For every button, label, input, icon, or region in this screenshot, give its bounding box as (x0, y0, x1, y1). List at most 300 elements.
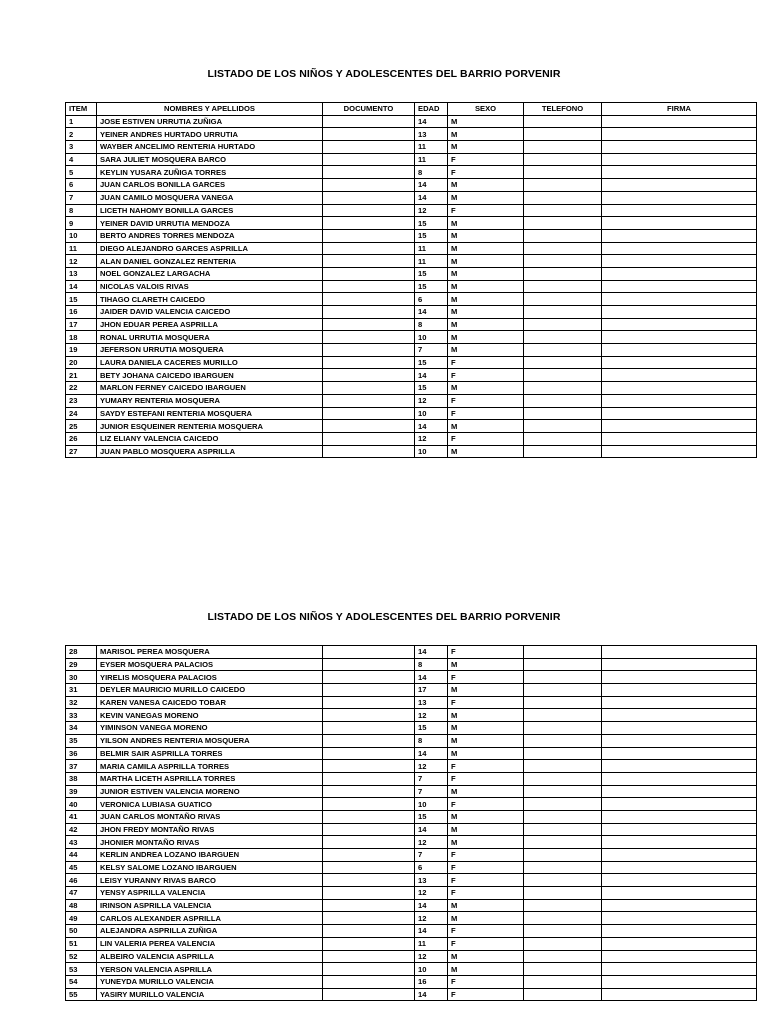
cell-signature (602, 369, 757, 382)
cell-document (323, 153, 415, 166)
cell-name: YUNEYDA MURILLO VALENCIA (97, 975, 323, 988)
cell-phone (524, 937, 602, 950)
cell-name: YIMINSON VANEGA MORENO (97, 722, 323, 735)
cell-phone (524, 306, 602, 319)
cell-name: LIN VALERIA PEREA VALENCIA (97, 937, 323, 950)
cell-item: 40 (66, 798, 97, 811)
cell-name: LICETH NAHOMY BONILLA GARCES (97, 204, 323, 217)
cell-signature (602, 255, 757, 268)
table-row (66, 432, 757, 445)
cell-phone (524, 255, 602, 268)
header-age: EDAD (415, 103, 448, 116)
table-row (66, 331, 757, 344)
cell-age: 15 (415, 229, 448, 242)
cell-signature (602, 912, 757, 925)
cell-item: 49 (66, 912, 97, 925)
cell-sex: M (448, 293, 524, 306)
cell-signature (602, 887, 757, 900)
cell-phone (524, 988, 602, 1001)
cell-age: 14 (415, 191, 448, 204)
cell-signature (602, 747, 757, 760)
cell-phone (524, 293, 602, 306)
cell-name: YENSY ASPRILLA VALENCIA (97, 887, 323, 900)
cell-age: 14 (415, 899, 448, 912)
cell-name: LEISY YURANNY RIVAS BARCO (97, 874, 323, 887)
cell-sex: F (448, 646, 524, 659)
cell-name: KERLIN ANDREA LOZANO IBARGUEN (97, 849, 323, 862)
cell-signature (602, 407, 757, 420)
cell-document (323, 836, 415, 849)
cell-signature (602, 204, 757, 217)
cell-phone (524, 166, 602, 179)
cell-name: LIZ ELIANY VALENCIA CAICEDO (97, 432, 323, 445)
cell-item: 42 (66, 823, 97, 836)
cell-item: 33 (66, 709, 97, 722)
cell-sex: F (448, 798, 524, 811)
table-row (66, 191, 757, 204)
cell-name: YILSON ANDRES RENTERIA MOSQUERA (97, 734, 323, 747)
cell-age: 10 (415, 331, 448, 344)
table-row (66, 280, 757, 293)
cell-item: 5 (66, 166, 97, 179)
cell-sex: F (448, 937, 524, 950)
cell-phone (524, 887, 602, 900)
cell-name: JUAN PABLO MOSQUERA ASPRILLA (97, 445, 323, 458)
cell-signature (602, 696, 757, 709)
cell-phone (524, 382, 602, 395)
cell-sex: F (448, 432, 524, 445)
cell-age: 14 (415, 369, 448, 382)
cell-name: JOSE ESTIVEN URRUTIA ZUÑIGA (97, 115, 323, 128)
cell-item: 43 (66, 836, 97, 849)
cell-phone (524, 912, 602, 925)
cell-document (323, 267, 415, 280)
cell-name: BETY JOHANA CAICEDO IBARGUEN (97, 369, 323, 382)
cell-phone (524, 204, 602, 217)
cell-phone (524, 696, 602, 709)
cell-item: 12 (66, 255, 97, 268)
cell-sex: M (448, 899, 524, 912)
header-document: DOCUMENTO (323, 103, 415, 116)
cell-phone (524, 115, 602, 128)
cell-phone (524, 963, 602, 976)
cell-signature (602, 671, 757, 684)
table-row (66, 128, 757, 141)
cell-sex: M (448, 420, 524, 433)
cell-item: 37 (66, 760, 97, 773)
cell-name: JUNIOR ESTIVEN VALENCIA MORENO (97, 785, 323, 798)
cell-item: 2 (66, 128, 97, 141)
cell-age: 12 (415, 394, 448, 407)
cell-document (323, 975, 415, 988)
cell-document (323, 747, 415, 760)
cell-age: 11 (415, 153, 448, 166)
cell-sex: F (448, 849, 524, 862)
cell-document (323, 963, 415, 976)
table-row (66, 166, 757, 179)
cell-item: 26 (66, 432, 97, 445)
cell-phone (524, 191, 602, 204)
cell-signature (602, 963, 757, 976)
cell-name: DEYLER MAURICIO MURILLO CAICEDO (97, 684, 323, 697)
cell-sex: M (448, 734, 524, 747)
table-row (66, 849, 757, 862)
cell-document (323, 734, 415, 747)
cell-sex: M (448, 191, 524, 204)
cell-document (323, 141, 415, 154)
cell-phone (524, 344, 602, 357)
cell-item: 28 (66, 646, 97, 659)
cell-name: MARIA CAMILA ASPRILLA TORRES (97, 760, 323, 773)
cell-document (323, 432, 415, 445)
cell-sex: F (448, 760, 524, 773)
cell-item: 41 (66, 810, 97, 823)
cell-name: BELMIR SAIR ASPRILLA TORRES (97, 747, 323, 760)
cell-item: 10 (66, 229, 97, 242)
cell-phone (524, 684, 602, 697)
cell-document (323, 128, 415, 141)
cell-sex: M (448, 709, 524, 722)
cell-signature (602, 141, 757, 154)
cell-document (323, 950, 415, 963)
cell-sex: M (448, 722, 524, 735)
table-row (66, 912, 757, 925)
table-row (66, 369, 757, 382)
cell-phone (524, 760, 602, 773)
header-phone: TELEFONO (524, 103, 602, 116)
cell-age: 10 (415, 963, 448, 976)
cell-sex: M (448, 280, 524, 293)
cell-phone (524, 318, 602, 331)
cell-item: 3 (66, 141, 97, 154)
cell-phone (524, 267, 602, 280)
cell-item: 47 (66, 887, 97, 900)
cell-item: 30 (66, 671, 97, 684)
cell-sex: F (448, 925, 524, 938)
cell-phone (524, 671, 602, 684)
table-row (66, 734, 757, 747)
cell-name: DIEGO ALEJANDRO GARCES ASPRILLA (97, 242, 323, 255)
cell-signature (602, 798, 757, 811)
cell-document (323, 887, 415, 900)
cell-name: TIHAGO CLARETH CAICEDO (97, 293, 323, 306)
table-row (66, 293, 757, 306)
cell-phone (524, 432, 602, 445)
cell-signature (602, 760, 757, 773)
cell-signature (602, 280, 757, 293)
cell-signature (602, 153, 757, 166)
cell-document (323, 115, 415, 128)
cell-phone (524, 369, 602, 382)
cell-name: CARLOS ALEXANDER ASPRILLA (97, 912, 323, 925)
cell-phone (524, 407, 602, 420)
cell-name: MARTHA LICETH ASPRILLA TORRES (97, 772, 323, 785)
cell-age: 12 (415, 760, 448, 773)
cell-sex: M (448, 836, 524, 849)
cell-name: ALBEIRO VALENCIA ASPRILLA (97, 950, 323, 963)
cell-signature (602, 785, 757, 798)
cell-phone (524, 874, 602, 887)
cell-signature (602, 950, 757, 963)
cell-sex: F (448, 988, 524, 1001)
table-row (66, 861, 757, 874)
cell-document (323, 722, 415, 735)
cell-item: 9 (66, 217, 97, 230)
cell-document (323, 407, 415, 420)
cell-name: RONAL URRUTIA MOSQUERA (97, 331, 323, 344)
table-row (66, 963, 757, 976)
cell-age: 8 (415, 658, 448, 671)
table-row (66, 937, 757, 950)
cell-sex: M (448, 179, 524, 192)
cell-sex: M (448, 255, 524, 268)
cell-signature (602, 823, 757, 836)
cell-phone (524, 179, 602, 192)
table-row (66, 179, 757, 192)
cell-item: 7 (66, 191, 97, 204)
cell-item: 50 (66, 925, 97, 938)
cell-document (323, 988, 415, 1001)
cell-age: 14 (415, 925, 448, 938)
table-row (66, 255, 757, 268)
table-row (66, 722, 757, 735)
cell-signature (602, 734, 757, 747)
cell-signature (602, 646, 757, 659)
table-row (66, 217, 757, 230)
header-item: ITEM (66, 103, 97, 116)
table-row (66, 394, 757, 407)
cell-age: 14 (415, 988, 448, 1001)
cell-age: 14 (415, 420, 448, 433)
table-row (66, 306, 757, 319)
table-row (66, 887, 757, 900)
cell-age: 15 (415, 356, 448, 369)
cell-age: 12 (415, 887, 448, 900)
cell-document (323, 331, 415, 344)
cell-phone (524, 280, 602, 293)
table-row (66, 823, 757, 836)
cell-phone (524, 445, 602, 458)
cell-document (323, 356, 415, 369)
cell-age: 8 (415, 166, 448, 179)
cell-document (323, 445, 415, 458)
table-row (66, 760, 757, 773)
cell-sex: M (448, 684, 524, 697)
cell-sex: F (448, 407, 524, 420)
cell-age: 7 (415, 849, 448, 862)
cell-phone (524, 153, 602, 166)
cell-sex: M (448, 950, 524, 963)
cell-phone (524, 772, 602, 785)
cell-item: 38 (66, 772, 97, 785)
cell-age: 15 (415, 722, 448, 735)
cell-sex: F (448, 369, 524, 382)
cell-document (323, 217, 415, 230)
cell-phone (524, 950, 602, 963)
cell-document (323, 899, 415, 912)
cell-age: 12 (415, 204, 448, 217)
cell-item: 39 (66, 785, 97, 798)
cell-phone (524, 217, 602, 230)
cell-item: 8 (66, 204, 97, 217)
cell-age: 14 (415, 179, 448, 192)
cell-sex: M (448, 267, 524, 280)
cell-signature (602, 861, 757, 874)
cell-name: NOEL GONZALEZ LARGACHA (97, 267, 323, 280)
cell-sex: M (448, 810, 524, 823)
cell-item: 53 (66, 963, 97, 976)
cell-phone (524, 331, 602, 344)
table-row (66, 925, 757, 938)
cell-sex: F (448, 153, 524, 166)
table-row (66, 115, 757, 128)
cell-item: 20 (66, 356, 97, 369)
cell-item: 17 (66, 318, 97, 331)
table-row (66, 204, 757, 217)
table-row (66, 420, 757, 433)
cell-signature (602, 331, 757, 344)
cell-age: 12 (415, 709, 448, 722)
cell-age: 7 (415, 344, 448, 357)
cell-item: 35 (66, 734, 97, 747)
cell-age: 15 (415, 267, 448, 280)
cell-item: 18 (66, 331, 97, 344)
cell-document (323, 394, 415, 407)
cell-document (323, 925, 415, 938)
cell-name: VERONICA LUBIASA GUATICO (97, 798, 323, 811)
cell-document (323, 344, 415, 357)
cell-phone (524, 823, 602, 836)
table-row (66, 646, 757, 659)
cell-sex: M (448, 229, 524, 242)
cell-age: 12 (415, 950, 448, 963)
cell-age: 10 (415, 798, 448, 811)
cell-name: SARA JULIET MOSQUERA BARCO (97, 153, 323, 166)
cell-document (323, 293, 415, 306)
cell-signature (602, 836, 757, 849)
cell-name: YASIRY MURILLO VALENCIA (97, 988, 323, 1001)
cell-age: 12 (415, 836, 448, 849)
cell-signature (602, 899, 757, 912)
cell-signature (602, 709, 757, 722)
table-row (66, 141, 757, 154)
page-title-2: LISTADO DE LOS NIÑOS Y ADOLESCENTES DEL BARRIO PORVENIR (207, 611, 561, 623)
cell-signature (602, 772, 757, 785)
cell-item: 21 (66, 369, 97, 382)
cell-age: 6 (415, 861, 448, 874)
cell-sex: F (448, 772, 524, 785)
cell-item: 31 (66, 684, 97, 697)
cell-age: 10 (415, 407, 448, 420)
table-row (66, 684, 757, 697)
cell-document (323, 318, 415, 331)
cell-signature (602, 306, 757, 319)
cell-signature (602, 115, 757, 128)
cell-sex: M (448, 785, 524, 798)
table-row (66, 836, 757, 849)
cell-age: 14 (415, 823, 448, 836)
cell-phone (524, 420, 602, 433)
cell-document (323, 861, 415, 874)
cell-sex: M (448, 217, 524, 230)
cell-document (323, 306, 415, 319)
cell-age: 8 (415, 734, 448, 747)
cell-sex: F (448, 671, 524, 684)
cell-phone (524, 849, 602, 862)
cell-item: 36 (66, 747, 97, 760)
cell-age: 15 (415, 382, 448, 395)
cell-phone (524, 722, 602, 735)
cell-document (323, 684, 415, 697)
cell-signature (602, 191, 757, 204)
cell-phone (524, 394, 602, 407)
cell-sex: M (448, 445, 524, 458)
cell-sex: M (448, 382, 524, 395)
cell-item: 13 (66, 267, 97, 280)
cell-name: JUNIOR ESQUEINER RENTERIA MOSQUERA (97, 420, 323, 433)
cell-name: YEINER ANDRES HURTADO URRUTIA (97, 128, 323, 141)
cell-phone (524, 646, 602, 659)
cell-age: 13 (415, 696, 448, 709)
cell-signature (602, 810, 757, 823)
cell-phone (524, 747, 602, 760)
cell-name: JUAN CARLOS MONTAÑO RIVAS (97, 810, 323, 823)
cell-sex: M (448, 306, 524, 319)
cell-document (323, 369, 415, 382)
cell-phone (524, 785, 602, 798)
cell-signature (602, 722, 757, 735)
cell-signature (602, 229, 757, 242)
cell-signature (602, 217, 757, 230)
cell-phone (524, 899, 602, 912)
cell-signature (602, 382, 757, 395)
cell-age: 6 (415, 293, 448, 306)
cell-sex: F (448, 166, 524, 179)
cell-name: MARISOL PEREA MOSQUERA (97, 646, 323, 659)
cell-signature (602, 344, 757, 357)
cell-name: BERTO ANDRES TORRES MENDOZA (97, 229, 323, 242)
cell-phone (524, 709, 602, 722)
cell-item: 22 (66, 382, 97, 395)
cell-document (323, 166, 415, 179)
cell-age: 12 (415, 432, 448, 445)
cell-phone (524, 975, 602, 988)
cell-sex: M (448, 242, 524, 255)
cell-item: 1 (66, 115, 97, 128)
cell-signature (602, 445, 757, 458)
cell-item: 11 (66, 242, 97, 255)
cell-sex: M (448, 331, 524, 344)
cell-sex: M (448, 344, 524, 357)
cell-name: SAYDY ESTEFANI RENTERIA MOSQUERA (97, 407, 323, 420)
cell-signature (602, 874, 757, 887)
table-row (66, 318, 757, 331)
cell-document (323, 874, 415, 887)
cell-sex: F (448, 861, 524, 874)
cell-age: 8 (415, 318, 448, 331)
table-row (66, 153, 757, 166)
cell-age: 7 (415, 772, 448, 785)
table-row (66, 382, 757, 395)
cell-signature (602, 937, 757, 950)
cell-name: KELSY SALOME LOZANO IBARGUEN (97, 861, 323, 874)
cell-age: 11 (415, 937, 448, 950)
cell-signature (602, 394, 757, 407)
cell-signature (602, 432, 757, 445)
cell-signature (602, 849, 757, 862)
cell-document (323, 242, 415, 255)
cell-phone (524, 810, 602, 823)
